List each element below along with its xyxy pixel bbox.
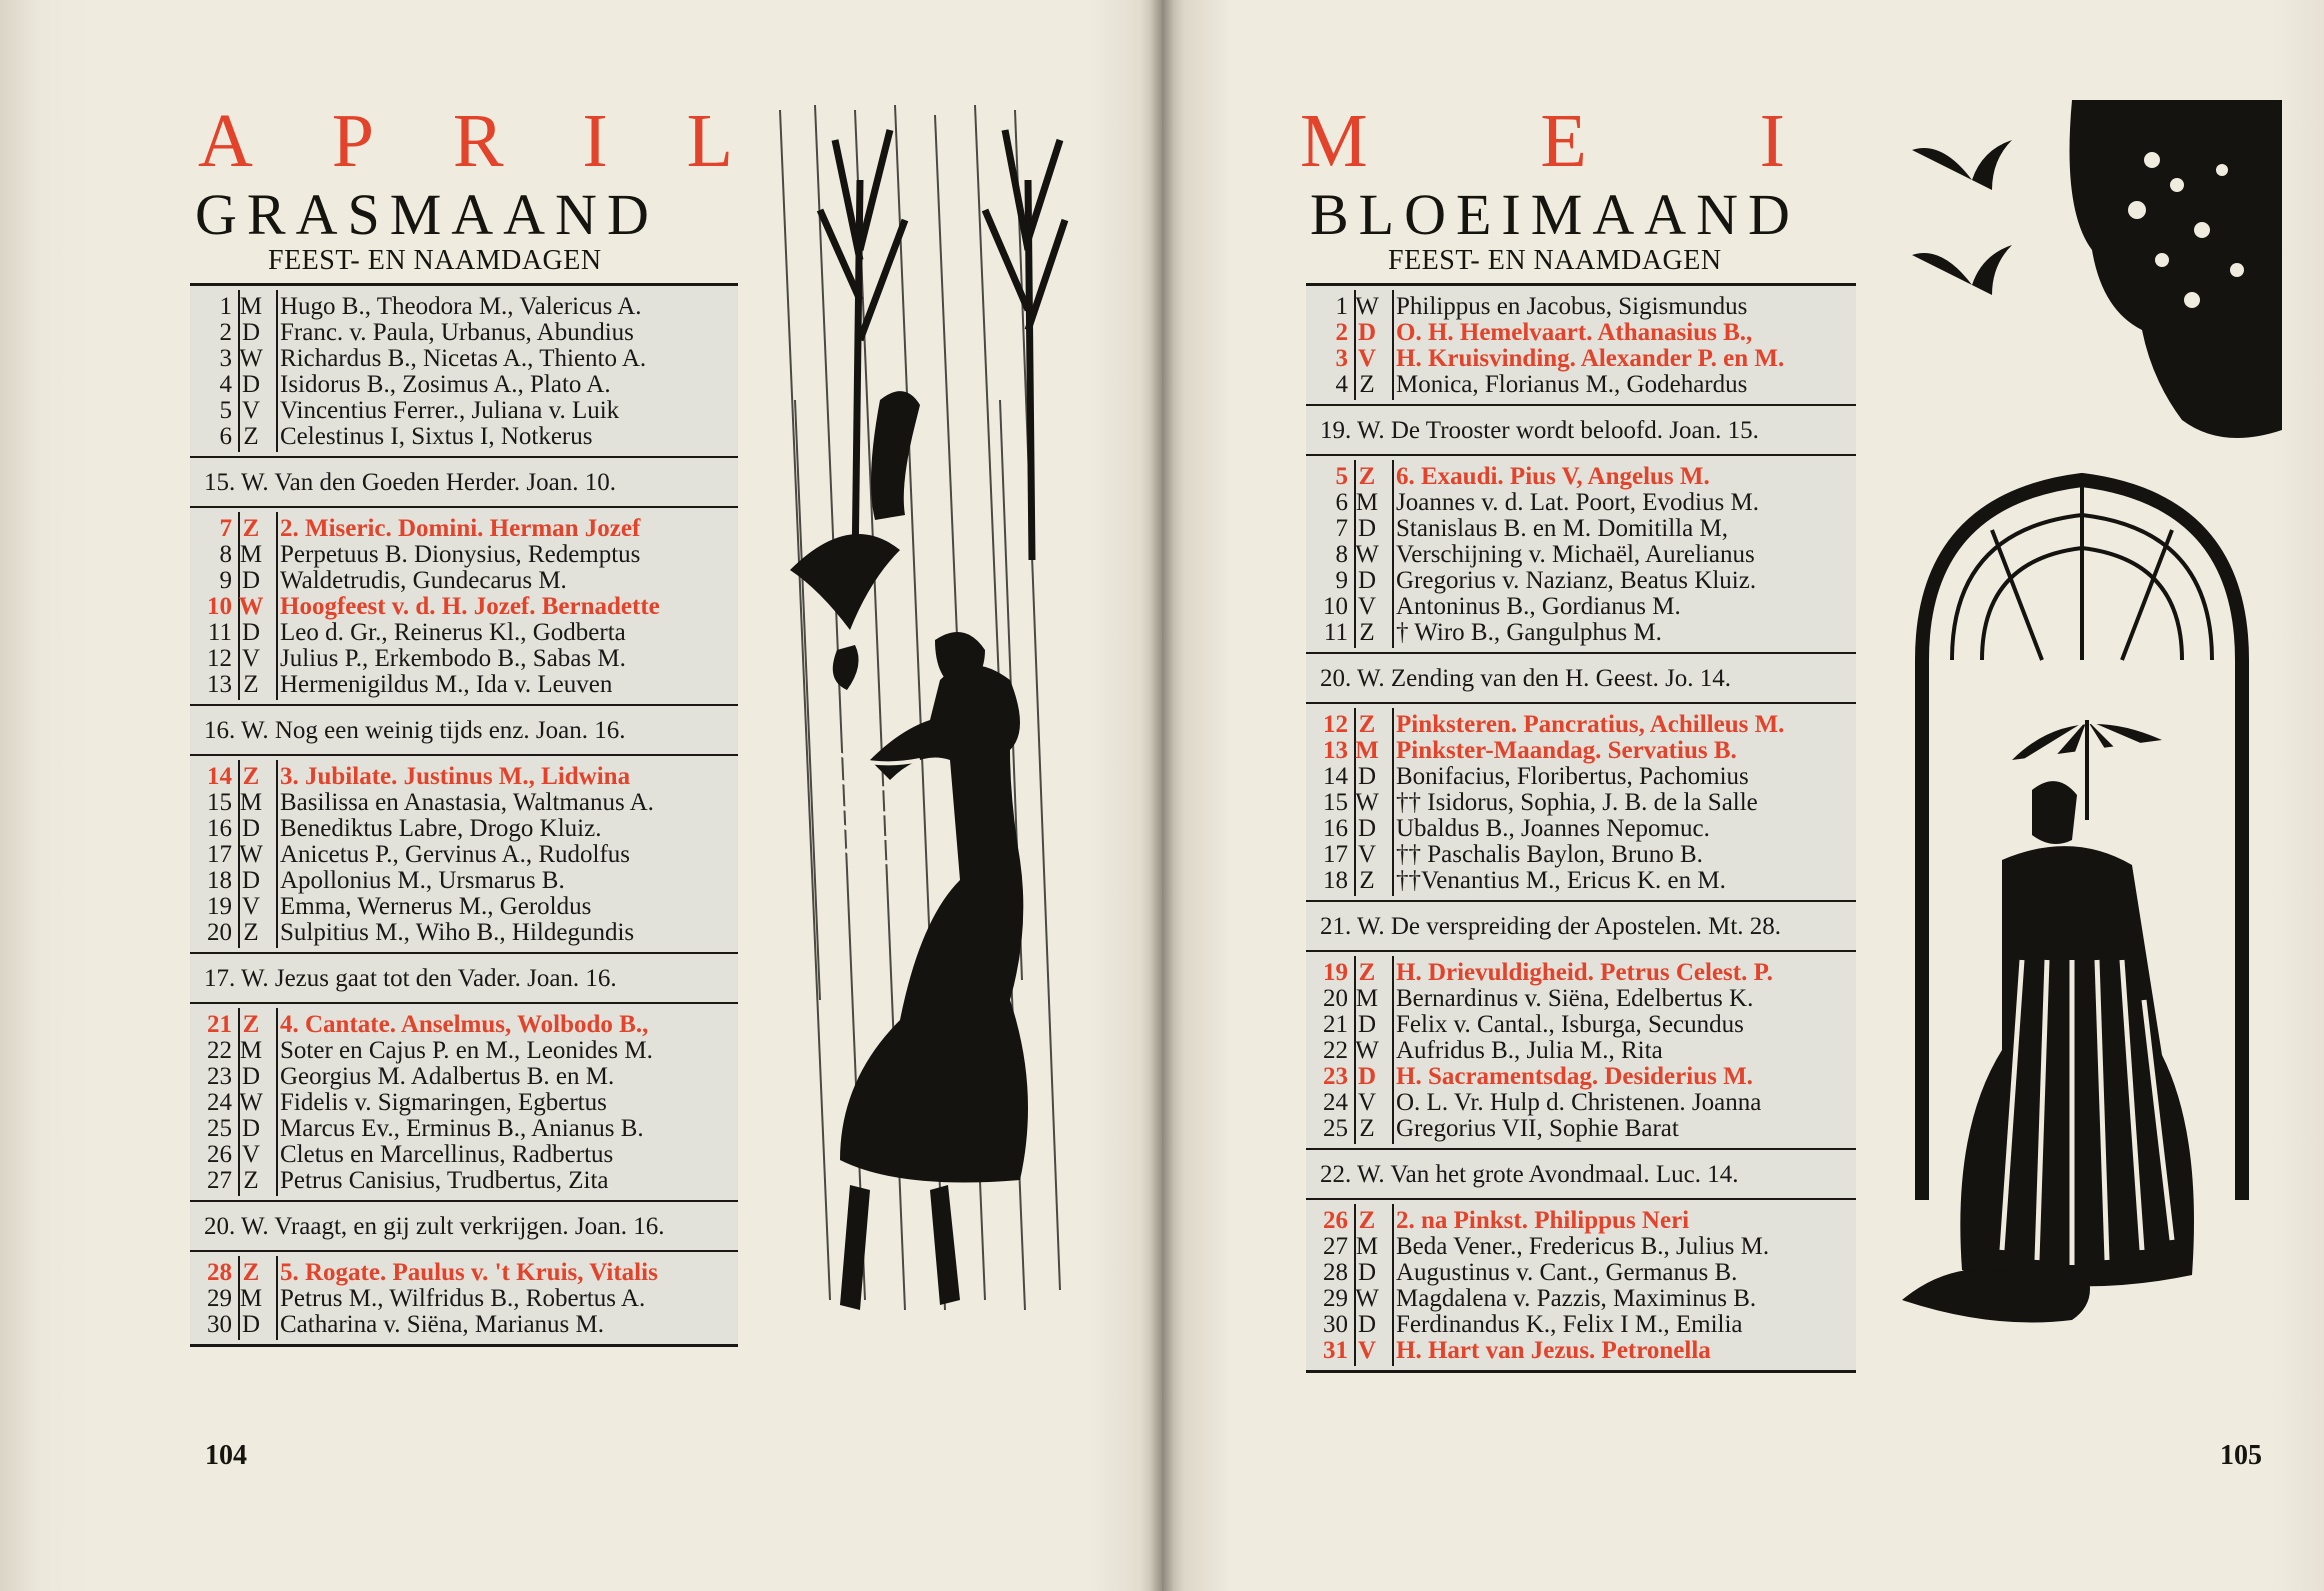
weekday-letter: D — [241, 319, 261, 346]
day-row — [190, 816, 738, 842]
saints-names: 3. Jubilate. Justinus M., Lidwina — [280, 763, 631, 790]
weekday-letter: V — [1357, 841, 1377, 868]
day-number: 1 — [219, 293, 232, 320]
day-number: 31 — [1323, 1337, 1348, 1364]
month-letter: E — [1540, 99, 1587, 183]
day-number: 17 — [1323, 841, 1348, 868]
day-row — [190, 620, 738, 646]
day-number: 1 — [1335, 293, 1348, 320]
weekday-letter: D — [241, 1311, 261, 1338]
saints-names: Antoninus B., Gordianus M. — [1396, 593, 1681, 620]
day-row — [190, 424, 738, 450]
saints-names: Gregorius VII, Sophie Barat — [1396, 1115, 1679, 1142]
weekday-letter: W — [1355, 293, 1379, 320]
day-row — [1306, 842, 1856, 868]
weekday-letter: M — [1355, 489, 1379, 516]
saints-names: O. H. Hemelvaart. Athanasius B., — [1396, 319, 1753, 346]
saints-names: Bernardinus v. Siëna, Edelbertus K. — [1396, 985, 1754, 1012]
saints-names: Apollonius M., Ursmarus B. — [280, 867, 565, 894]
month-letter: I — [582, 99, 608, 183]
saints-names: Ubaldus B., Joannes Nepomuc. — [1396, 815, 1710, 842]
weekday-letter: Z — [243, 423, 259, 450]
month-subtitle: GRASMAAND — [195, 182, 659, 247]
weekday-letter: W — [239, 345, 263, 372]
day-row — [190, 646, 738, 672]
day-row — [190, 568, 738, 594]
day-number: 29 — [207, 1285, 232, 1312]
saints-names: H. Drievuldigheid. Petrus Celest. P. — [1396, 959, 1773, 986]
weekday-letter: M — [239, 1285, 263, 1312]
day-number: 6 — [219, 423, 232, 450]
weekday-letter: Z — [1359, 867, 1375, 894]
day-row — [190, 346, 738, 372]
saints-names: Felix v. Cantal., Isburga, Secundus — [1396, 1011, 1744, 1038]
saints-names: Pinksteren. Pancratius, Achilleus M. — [1396, 711, 1785, 738]
saints-names: 2. Miseric. Domini. Herman Jozef — [280, 515, 641, 542]
saints-names: Cletus en Marcellinus, Radbertus — [280, 1141, 614, 1168]
day-number: 14 — [207, 763, 232, 790]
day-number: 9 — [1335, 567, 1348, 594]
saints-names: Ferdinandus K., Felix I M., Emilia — [1396, 1311, 1743, 1338]
weekday-letter: D — [1357, 1063, 1377, 1090]
day-number: 6 — [1335, 489, 1348, 516]
day-number: 20 — [1323, 985, 1348, 1012]
weekday-letter: D — [241, 1063, 261, 1090]
sunday-gospel-line — [1306, 1148, 1856, 1198]
weekday-letter: D — [241, 1115, 261, 1142]
feast-day-row — [1306, 464, 1856, 490]
saints-names: † Wiro B., Gangulphus M. — [1396, 619, 1662, 646]
sunday-gospel-text: 16. W. Nog een weinig tijds enz. Joan. 16. — [204, 717, 626, 744]
weekday-letter: D — [241, 567, 261, 594]
weekday-letter: Z — [1358, 959, 1376, 986]
weekday-letter: D — [1357, 815, 1377, 842]
feast-day-row — [1306, 320, 1856, 346]
day-row — [190, 672, 738, 698]
saints-names: Benediktus Labre, Drogo Kluiz. — [280, 815, 602, 842]
saints-names: Stanislaus B. en M. Domitilla M, — [1396, 515, 1728, 542]
day-number: 8 — [1335, 541, 1348, 568]
sunday-gospel-line — [190, 1200, 738, 1250]
day-number: 11 — [207, 619, 232, 646]
saints-names: Vincentius Ferrer., Juliana v. Luik — [280, 397, 620, 424]
day-number: 2 — [219, 319, 232, 346]
day-number: 24 — [207, 1089, 232, 1116]
feast-heading: FEEST- EN NAAMDAGEN — [268, 245, 602, 276]
saints-names: Petrus M., Wilfridus B., Robertus A. — [280, 1285, 646, 1312]
weekday-letter: D — [1357, 1259, 1377, 1286]
day-number: 20 — [207, 919, 232, 946]
right-page — [1162, 0, 2324, 1591]
day-row — [1306, 1090, 1856, 1116]
saints-names: Aufridus B., Julia M., Rita — [1396, 1037, 1663, 1064]
weekday-letter: D — [1357, 1011, 1377, 1038]
day-row — [190, 1116, 738, 1142]
day-row — [190, 372, 738, 398]
day-row — [190, 1064, 738, 1090]
day-number: 18 — [1323, 867, 1348, 894]
saints-names: Joannes v. d. Lat. Poort, Evodius M. — [1396, 489, 1759, 516]
sunday-gospel-text: 22. W. Van het grote Avondmaal. Luc. 14. — [1320, 1161, 1739, 1188]
feast-day-row — [190, 1260, 738, 1286]
sunday-gospel-text: 19. W. De Trooster wordt beloofd. Joan. 15. — [1320, 417, 1759, 444]
saints-names: Catharina v. Siëna, Marianus M. — [280, 1311, 604, 1338]
day-number: 26 — [207, 1141, 232, 1168]
day-number: 9 — [219, 567, 232, 594]
day-row — [1306, 490, 1856, 516]
day-number: 16 — [1323, 815, 1348, 842]
sunday-gospel-text: 17. W. Jezus gaat tot den Vader. Joan. 16. — [204, 965, 617, 992]
saints-names: Fidelis v. Sigmaringen, Egbertus — [280, 1089, 607, 1116]
weekday-letter: W — [239, 1089, 263, 1116]
weekday-letter: D — [1357, 1311, 1377, 1338]
month-letter: I — [1759, 99, 1785, 183]
sunday-gospel-line — [1306, 652, 1856, 702]
week-block — [190, 506, 738, 704]
saints-names: †† Paschalis Baylon, Bruno B. — [1396, 841, 1703, 868]
day-number: 25 — [207, 1115, 232, 1142]
day-number: 4 — [1335, 371, 1348, 398]
weekday-letter: D — [1357, 515, 1377, 542]
day-row — [1306, 516, 1856, 542]
sunday-gospel-line — [190, 456, 738, 506]
day-number: 5 — [1335, 463, 1348, 490]
month-letter: A — [198, 99, 253, 183]
day-row — [1306, 542, 1856, 568]
day-row — [190, 920, 738, 946]
day-number: 24 — [1323, 1089, 1348, 1116]
day-row — [190, 894, 738, 920]
saints-names: Philippus en Jacobus, Sigismundus — [1396, 293, 1748, 320]
day-number: 13 — [207, 671, 232, 698]
day-row — [1306, 790, 1856, 816]
saints-names: Marcus Ev., Erminus B., Anianus B. — [280, 1115, 644, 1142]
saints-names: O. L. Vr. Hulp d. Christenen. Joanna — [1396, 1089, 1762, 1116]
sunday-gospel-text: 15. W. Van den Goeden Herder. Joan. 10. — [204, 469, 616, 496]
day-row — [190, 320, 738, 346]
month-letter: R — [452, 99, 504, 183]
day-number: 3 — [219, 345, 232, 372]
saints-names: Leo d. Gr., Reinerus Kl., Godberta — [280, 619, 626, 646]
weekday-letter: W — [1355, 1037, 1379, 1064]
weekday-letter: M — [239, 1037, 263, 1064]
saints-names: Georgius M. Adalbertus B. en M. — [280, 1063, 615, 1090]
day-row — [1306, 1286, 1856, 1312]
weekday-letter: M — [1355, 985, 1379, 1012]
day-row — [190, 398, 738, 424]
day-number: 21 — [1323, 1011, 1348, 1038]
weekday-letter: W — [239, 841, 263, 868]
week-block — [190, 286, 738, 456]
weekday-letter: D — [241, 619, 261, 646]
calendar-table-april — [190, 283, 738, 1347]
day-number: 27 — [1323, 1233, 1348, 1260]
day-number: 23 — [1323, 1063, 1348, 1090]
saints-names: Beda Vener., Fredericus B., Julius M. — [1396, 1233, 1770, 1260]
saints-names: 5. Rogate. Paulus v. 't Kruis, Vitalis — [280, 1259, 658, 1286]
day-row — [190, 1038, 738, 1064]
day-row — [1306, 594, 1856, 620]
day-number: 12 — [1323, 711, 1348, 738]
weekday-letter: Z — [243, 919, 259, 946]
feast-day-row — [1306, 1338, 1856, 1364]
weekday-letter: V — [1357, 593, 1377, 620]
day-number: 27 — [207, 1167, 232, 1194]
feast-heading: FEEST- EN NAAMDAGEN — [1388, 245, 1722, 276]
day-number: 16 — [207, 815, 232, 842]
feast-day-row — [1306, 960, 1856, 986]
saints-names: Waldetrudis, Gundecarus M. — [280, 567, 567, 594]
day-row — [1306, 816, 1856, 842]
saints-names: Julius P., Erkembodo B., Sabas M. — [280, 645, 626, 672]
day-number: 5 — [219, 397, 232, 424]
day-number: 14 — [1323, 763, 1348, 790]
weekday-letter: D — [1357, 763, 1377, 790]
day-number: 25 — [1323, 1115, 1348, 1142]
weekday-letter: V — [1357, 1337, 1377, 1364]
day-row — [1306, 1012, 1856, 1038]
day-number: 28 — [207, 1259, 232, 1286]
week-block — [1306, 286, 1856, 404]
week-block — [190, 1250, 738, 1344]
saints-names: Sulpitius M., Wiho B., Hildegundis — [280, 919, 635, 946]
feast-day-row — [1306, 738, 1856, 764]
weekday-letter: V — [241, 1141, 261, 1168]
sunday-gospel-line — [1306, 404, 1856, 454]
day-row — [1306, 1234, 1856, 1260]
day-row — [190, 790, 738, 816]
month-subtitle: BLOEIMAAND — [1310, 182, 1800, 247]
calendar-table-mei — [1306, 283, 1856, 1373]
page-number: 104 — [205, 1440, 247, 1471]
week-block — [190, 1002, 738, 1200]
day-number: 29 — [1323, 1285, 1348, 1312]
weekday-letter: V — [241, 645, 261, 672]
saints-names: H. Kruisvinding. Alexander P. en M. — [1396, 345, 1785, 372]
day-number: 10 — [207, 593, 232, 620]
saints-names: ††Venantius M., Ericus K. en M. — [1396, 867, 1726, 894]
day-row — [190, 542, 738, 568]
week-block — [1306, 950, 1856, 1148]
day-row — [190, 1090, 738, 1116]
day-number: 3 — [1335, 345, 1348, 372]
month-letter: L — [686, 99, 733, 183]
feast-day-row — [190, 594, 738, 620]
weekday-letter: W — [1355, 541, 1379, 568]
saints-names: H. Sacramentsdag. Desiderius M. — [1396, 1063, 1753, 1090]
weekday-letter: M — [239, 293, 263, 320]
day-row — [190, 1168, 738, 1194]
day-number: 21 — [207, 1011, 232, 1038]
sunday-gospel-line — [1306, 900, 1856, 950]
page-number: 105 — [2220, 1440, 2262, 1471]
weekday-letter: W — [1355, 1285, 1379, 1312]
day-number: 30 — [1323, 1311, 1348, 1338]
illustration-woman-with-parasol — [1872, 100, 2292, 1400]
weekday-letter: M — [1355, 1233, 1379, 1260]
saints-names: Hermenigildus M., Ida v. Leuven — [280, 671, 613, 698]
day-row — [190, 1312, 738, 1338]
day-number: 18 — [207, 867, 232, 894]
saints-names: 4. Cantate. Anselmus, Wolbodo B., — [280, 1011, 649, 1038]
feast-day-row — [190, 1012, 738, 1038]
weekday-letter: M — [1355, 737, 1379, 764]
day-number: 2 — [1335, 319, 1348, 346]
weekday-letter: V — [1357, 1089, 1377, 1116]
saints-names: Verschijning v. Michaël, Aurelianus — [1396, 541, 1755, 568]
day-row — [190, 1142, 738, 1168]
weekday-letter: D — [1357, 567, 1377, 594]
day-row — [1306, 1312, 1856, 1338]
weekday-letter: W — [238, 593, 264, 620]
sunday-gospel-line — [190, 704, 738, 754]
weekday-letter: Z — [1358, 1207, 1376, 1234]
day-number: 19 — [207, 893, 232, 920]
week-block — [1306, 1198, 1856, 1370]
month-title-april — [198, 99, 733, 183]
day-number: 8 — [219, 541, 232, 568]
day-row — [190, 868, 738, 894]
day-number: 28 — [1323, 1259, 1348, 1286]
illustration-woman-in-rain — [760, 100, 1078, 1380]
saints-names: Emma, Wernerus M., Geroldus — [280, 893, 592, 920]
saints-names: Bonifacius, Floribertus, Pachomius — [1396, 763, 1749, 790]
sunday-gospel-text: 20. W. Zending van den H. Geest. Jo. 14. — [1320, 665, 1732, 692]
saints-names: Franc. v. Paula, Urbanus, Abundius — [280, 319, 634, 346]
saints-names: H. Hart van Jezus. Petronella — [1396, 1337, 1711, 1364]
weekday-letter: D — [1357, 319, 1377, 346]
saints-names: Petrus Canisius, Trudbertus, Zita — [280, 1167, 609, 1194]
saints-names: Soter en Cajus P. en M., Leonides M. — [280, 1037, 653, 1064]
day-row — [190, 1286, 738, 1312]
month-letter: P — [331, 99, 375, 183]
saints-names: Magdalena v. Pazzis, Maximinus B. — [1396, 1285, 1757, 1312]
day-number: 4 — [219, 371, 232, 398]
day-number: 10 — [1323, 593, 1348, 620]
weekday-letter: Z — [242, 1011, 260, 1038]
weekday-letter: Z — [243, 1167, 259, 1194]
day-row — [190, 842, 738, 868]
day-number: 22 — [1323, 1037, 1348, 1064]
saints-names: Gregorius v. Nazianz, Beatus Kluiz. — [1396, 567, 1757, 594]
weekday-letter: V — [241, 397, 261, 424]
feast-day-row — [1306, 346, 1856, 372]
sunday-gospel-line — [190, 952, 738, 1002]
weekday-letter: V — [1357, 345, 1377, 372]
saints-names: Perpetuus B. Dionysius, Redemptus — [280, 541, 641, 568]
saints-names: Hoogfeest v. d. H. Jozef. Bernadette — [280, 593, 660, 620]
day-number: 15 — [207, 789, 232, 816]
day-row — [1306, 620, 1856, 646]
week-block — [1306, 702, 1856, 900]
saints-names: Pinkster-Maandag. Servatius B. — [1396, 737, 1737, 764]
saints-names: Basilissa en Anastasia, Waltmanus A. — [280, 789, 654, 816]
day-row — [1306, 1260, 1856, 1286]
weekday-letter: V — [241, 893, 261, 920]
day-row — [1306, 372, 1856, 398]
day-number: 15 — [1323, 789, 1348, 816]
feast-day-row — [1306, 712, 1856, 738]
saints-names: Isidorus B., Zosimus A., Plato A. — [280, 371, 611, 398]
saints-names: Anicetus P., Gervinus A., Rudolfus — [280, 841, 630, 868]
day-row — [1306, 764, 1856, 790]
weekday-letter: D — [241, 867, 261, 894]
week-block — [1306, 454, 1856, 652]
day-row — [1306, 1038, 1856, 1064]
saints-names: †† Isidorus, Sophia, J. B. de la Salle — [1396, 789, 1758, 816]
saints-names: Augustinus v. Cant., Germanus B. — [1396, 1259, 1738, 1286]
month-letter: M — [1300, 99, 1368, 183]
day-row — [1306, 1116, 1856, 1142]
day-row — [190, 294, 738, 320]
day-number: 7 — [219, 515, 232, 542]
weekday-letter: M — [239, 789, 263, 816]
saints-names: 2. na Pinkst. Philippus Neri — [1396, 1207, 1690, 1234]
day-row — [1306, 294, 1856, 320]
weekday-letter: W — [1355, 789, 1379, 816]
weekday-letter: Z — [242, 1259, 260, 1286]
day-number: 11 — [1323, 619, 1348, 646]
day-number: 22 — [207, 1037, 232, 1064]
weekday-letter: Z — [242, 515, 260, 542]
saints-names: Richardus B., Nicetas A., Thiento A. — [280, 345, 647, 372]
day-number: 13 — [1323, 737, 1348, 764]
day-number: 23 — [207, 1063, 232, 1090]
saints-names: Hugo B., Theodora M., Valericus A. — [280, 293, 642, 320]
day-row — [1306, 986, 1856, 1012]
week-block — [190, 754, 738, 952]
weekday-letter: Z — [1359, 619, 1375, 646]
day-number: 12 — [207, 645, 232, 672]
weekday-letter: Z — [1358, 463, 1376, 490]
weekday-letter: Z — [242, 763, 260, 790]
day-number: 17 — [207, 841, 232, 868]
sunday-gospel-text: 21. W. De verspreiding der Apostelen. Mt. 28. — [1320, 913, 1782, 940]
day-row — [1306, 568, 1856, 594]
weekday-letter: Z — [1359, 1115, 1375, 1142]
saints-names: Celestinus I, Sixtus I, Notkerus — [280, 423, 593, 450]
feast-day-row — [190, 764, 738, 790]
book-gutter — [1150, 0, 1174, 1591]
feast-day-row — [1306, 1064, 1856, 1090]
day-number: 26 — [1323, 1207, 1348, 1234]
weekday-letter: Z — [1359, 371, 1375, 398]
month-title-mei — [1300, 99, 1785, 183]
weekday-letter: Z — [1358, 711, 1376, 738]
day-row — [1306, 868, 1856, 894]
weekday-letter: M — [239, 541, 263, 568]
day-number: 19 — [1323, 959, 1348, 986]
weekday-letter: Z — [243, 671, 259, 698]
day-number: 7 — [1335, 515, 1348, 542]
sunday-gospel-text: 20. W. Vraagt, en gij zult verkrijgen. Joan. 16. — [204, 1213, 665, 1240]
day-number: 30 — [207, 1311, 232, 1338]
feast-day-row — [190, 516, 738, 542]
saints-names: Monica, Florianus M., Godehardus — [1396, 371, 1748, 398]
weekday-letter: D — [241, 371, 261, 398]
feast-day-row — [1306, 1208, 1856, 1234]
saints-names: 6. Exaudi. Pius V, Angelus M. — [1396, 463, 1710, 490]
weekday-letter: D — [241, 815, 261, 842]
